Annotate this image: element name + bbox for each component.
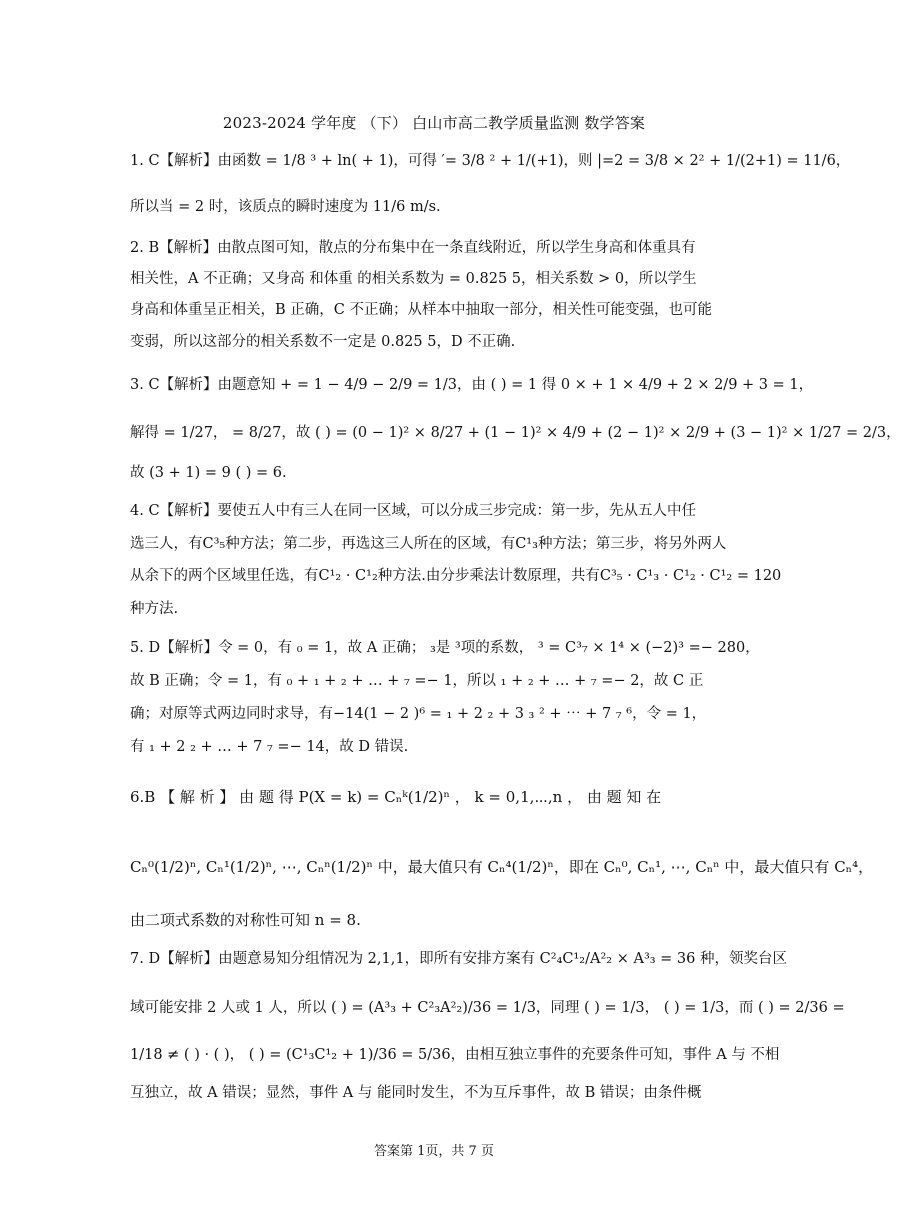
text-line: 故 B 正确；令 = 1，有 ₀ + ₁ + ₂ + … + ₇ =− 1，所以 ₁ + ₂ + … + ₇ =− 2，故 C 正 xyxy=(130,673,704,689)
text-line: 解得 = 1/27， = 8/27，故 ( ) = (0 − 1)² × 8/27 + (1 − 1)² × 4/9 + (2 − 1)² × 2/9 + (3 − 1)² × 1/27 = 2/3， xyxy=(130,425,901,441)
text-line: 有 ₁ + 2 ₂ + … + 7 ₇ =− 14，故 D 错误. xyxy=(130,739,409,755)
page-footer: 答案第 1页，共 7 页 xyxy=(374,1144,494,1159)
text-line: 5. D【解析】令 = 0，有 ₀ = 1，故 A 正确； ₃是 ³项的系数， ³ = C³₇ × 1⁴ × (−2)³ =− 280， xyxy=(130,640,760,656)
text-line: 变弱，所以这部分的相关系数不一定是 0.825 5，D 不正确. xyxy=(130,334,516,350)
text-line: 身高和体重呈正相关，B 正确，C 不正确；从样本中抽取一部分，相关性可能变强，也可能 xyxy=(130,302,712,318)
text-line: 4. C【解析】要使五人中有三人在同一区域，可以分成三步完成：第一步，先从五人中任 xyxy=(130,503,697,519)
text-line: 域可能安排 2 人或 1 人，所以 ( ) = (A³₃ + C²₃A²₂)/36 = 1/3，同理 ( ) = 1/3， ( ) = 1/3，而 ( ) = 2/36 = xyxy=(130,1000,845,1016)
text-line: 7. D【解析】由题意易知分组情况为 2,1,1，即所有安排方案有 C²₄C¹₂/A²₂ × A³₃ = 36 种，领奖台区 xyxy=(130,951,787,967)
text-line: 从余下的两个区域里任选，有C¹₂ · C¹₂种方法.由分步乘法计数原理，共有C³₅ · C¹₃ · C¹₂ · C¹₂ = 120 xyxy=(130,568,782,584)
text-line: 互独立，故 A 错误；显然，事件 A 与 能同时发生，不为互斥事件，故 B 错误；由条件概 xyxy=(130,1085,702,1101)
text-line: 1. C【解析】由函数 = 1/8 ³ + ln( + 1)，可得 ′= 3/8 ² + 1/(+1)，则 |=2 = 3/8 × 2² + 1/(2+1) = 11/6， xyxy=(130,153,851,169)
text-line: 6.B 【 解 析 】 由 题 得 P(X = k) = Cₙᵏ(1/2)ⁿ ， k = 0,1,⋯,n ， 由 题 知 在 xyxy=(130,788,662,806)
text-line: 由二项式系数的对称性可知 n = 8. xyxy=(130,911,361,929)
text-line: 3. C【解析】由题意知 + = 1 − 4/9 − 2/9 = 1/3，由 ( ) = 1 得 0 × + 1 × 4/9 + 2 × 2/9 + 3 = 1， xyxy=(130,377,814,393)
text-line: 相关性，A 不正确；又身高 和体重 的相关系数为 = 0.825 5，相关系数 > 0，所以学生 xyxy=(130,271,697,287)
page-title: 2023-2024 学年度 （下） 白山市高二教学质量监测 数学答案 xyxy=(222,114,646,132)
text-line: 故 (3 + 1) = 9 ( ) = 6. xyxy=(130,465,287,481)
text-line: 1/18 ≠ ( ) · ( )， ( ) = (C¹₃C¹₂ + 1)/36 = 5/36，由相互独立事件的充要条件可知，事件 A 与 不相 xyxy=(130,1047,780,1063)
text-line: Cₙ⁰(1/2)ⁿ, Cₙ¹(1/2)ⁿ, ⋯, Cₙⁿ(1/2)ⁿ 中，最大值只有 Cₙ⁴(1/2)ⁿ，即在 Cₙ⁰, Cₙ¹, ⋯, Cₙⁿ 中，最大值只有 Cₙ⁴， xyxy=(130,858,874,876)
text-line: 2. B【解析】由散点图可知，散点的分布集中在一条直线附近，所以学生身高和体重具有 xyxy=(130,240,696,256)
text-line: 选三人，有C³₅种方法；第二步，再选这三人所在的区域，有C¹₃种方法；第三步，将另外两人 xyxy=(130,536,727,552)
text-line: 种方法. xyxy=(130,601,179,617)
text-line: 确；对原等式两边同时求导，有−14(1 − 2 )⁶ = ₁ + 2 ₂ + 3 ₃ ² + ⋯ + 7 ₇ ⁶，令 = 1， xyxy=(130,706,707,722)
text-line: 所以当 = 2 时，该质点的瞬时速度为 11/6 m/s. xyxy=(130,199,441,215)
